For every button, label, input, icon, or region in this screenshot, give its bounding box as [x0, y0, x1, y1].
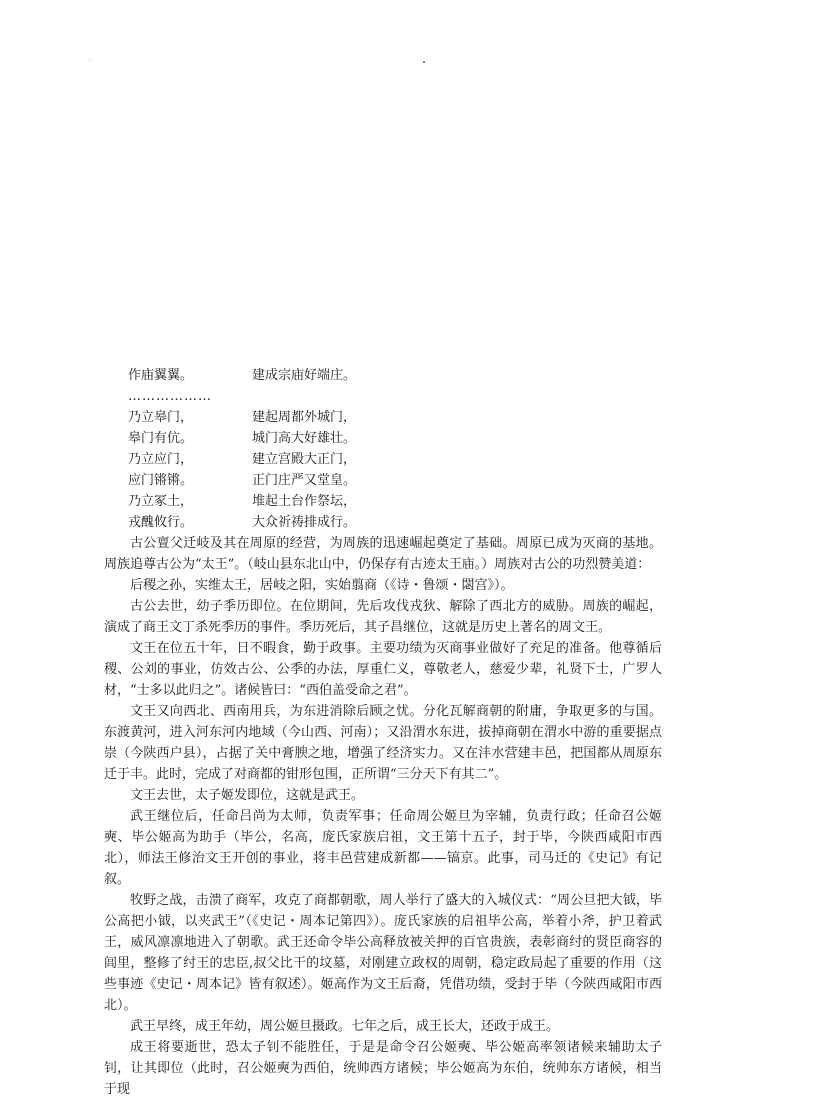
verse-line — [128, 365, 662, 386]
verse-original: 乃立应门， — [128, 452, 194, 467]
verse-line — [128, 470, 662, 491]
verse-translation: 建立宫殿大正门， — [252, 452, 357, 467]
paragraph: 成王将要逝世，恐太子钊不能胜任，于是是命令召公姬奭、毕公姬高率领诸候来辅助太子钊，让其即位（此时，召公姬奭为西伯，统帅西方诸候；毕公姬高为东伯，统帅东方诸候，相当于现 — [104, 1040, 662, 1097]
paragraph: 武王早终，成王年幼，周公姬旦摄政。七年之后，成王长大，还政于成王。 — [130, 1019, 560, 1034]
verse-translation: 城门高大好雄壮。 — [252, 431, 357, 446]
verse-line — [128, 491, 662, 512]
verse-translation: 堆起土台作祭坛， — [252, 494, 357, 509]
document-body — [104, 365, 662, 1100]
verse-original: 戎醜攸行。 — [128, 515, 194, 530]
paragraph: 古公亶父迁岐及其在周原的经营，为周族的迅速崛起奠定了基础。周原已成为灭商的基地。周族追尊古公为“太王”。（岐山县东北山中，仍保存有古迹太王庙。）周族对古公的功烈赞美道： — [104, 536, 662, 572]
verse-original: 作庙翼翼。 — [128, 368, 194, 383]
verse-translation: 建起周都外城门， — [252, 410, 357, 425]
verse-line — [128, 512, 662, 533]
verse-original: 乃立冢土， — [128, 494, 194, 509]
paragraph: 牧野之战，击溃了商军，攻克了商都朝歌，周人举行了盛大的入城仪式：“周公旦把大钺，毕公高把小钺，以夹武王”（《史记・周本记第四》）。庞氏家族的启祖毕公高，举着小斧，护卫着武王，威风凛凛地进入了朝歌。武王还命令毕公高释放被关押的百官贵族，表彰商纣的贤臣商容的闾里，整修了纣王的忠臣,叔父比干的坟墓，对刚建立政权的周朝，稳定政局起了重要的作用（这些事迹《史记・周本记》皆有叙述）。姬高作为文王后裔，凭借功绩，受封于毕（今陕西咸阳市西北）。 — [104, 893, 662, 1013]
verse-translation: 正门庄严又堂皇。 — [252, 473, 357, 488]
paragraph: 文王又向西北、西南用兵，为东进消除后顾之忧。分化瓦解商朝的附庸，争取更多的与国。东渡黄河，进入河东河内地域（今山西、河南）；又沿渭水东进，拔掉商朝在渭水中游的重要据点崇（今陕西户县），占据了关中膏腴之地，增强了经济实力。又在沣水营建丰邑，把国都从周原东迁于丰。此时，完成了对商都的钳形包围，正所谓“三分天下有其二”。 — [104, 704, 662, 782]
scan-speck — [89, 59, 90, 60]
verse-original: 应门锵锵。 — [128, 473, 194, 488]
verse-block-top — [128, 365, 662, 407]
paragraph: 文王在位五十年，日不暇食，勤于政事。主要功绩为灭商事业做好了充足的准备。他尊循后稷、公刘的事业，仿效古公、公季的办法，厚重仁义，尊敬老人，慈爱少辈，礼贤下士，广罗人材，“士多以此归之”。诸候皆曰：“西伯盖受命之君”。 — [104, 641, 662, 698]
verse-block — [128, 407, 662, 533]
paragraph: 古公去世，幼子季历即位。在位期间，先后攻伐戎狄、解除了西北方的威胁。周族的崛起，演成了商王文丁杀死季历的事件。季历死后，其子昌继位，这就是历史上著名的周文王。 — [104, 599, 662, 635]
verse-original: 乃立皋门， — [128, 410, 194, 425]
paragraph: 武王继位后，任命吕尚为太师，负责军事；任命周公姬旦为宰辅，负责行政；任命召公姬奭、毕公姬高为助手（毕公，名高，庞氏家族启祖，文王第十五子，封于毕，今陕西咸阳市西北），师法王修治文王开创的事业，将丰邑营建成新都——镐京。此事，司马迁的《史记》有记叙。 — [104, 809, 662, 887]
verse-translation: 建成宗庙好端庄。 — [252, 368, 357, 383]
verse-original: 皋门有伉。 — [128, 431, 194, 446]
quotation: 后稷之孙，实维太王，居岐之阳，实始翦商（《诗・鲁颂・閟宫》）。 — [130, 578, 514, 593]
verse-line — [128, 407, 662, 428]
verse-line — [128, 428, 662, 449]
ellipsis-line: ……………… — [128, 389, 212, 404]
verse-translation: 大众祈祷排成行。 — [252, 515, 357, 530]
scan-speck — [423, 61, 425, 63]
paragraph: 文王去世，太子姬发即位，这就是武王。 — [130, 788, 365, 803]
verse-line — [128, 449, 662, 470]
